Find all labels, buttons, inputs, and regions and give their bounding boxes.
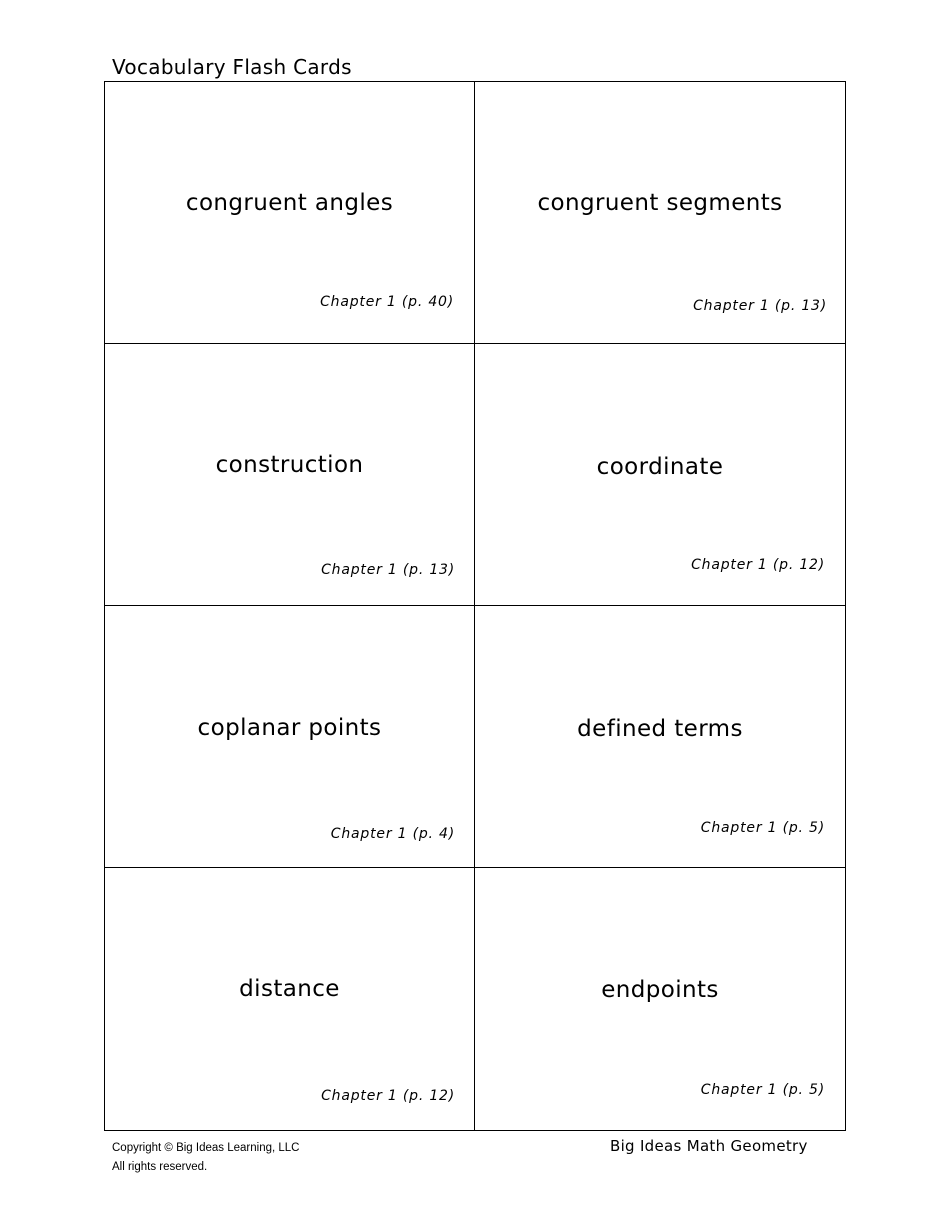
copyright-notice [112, 1139, 299, 1177]
flash-card [105, 606, 475, 868]
card-chapter-ref: Chapter 1 (p. 40) [320, 294, 454, 310]
card-term: congruent angles [185, 190, 394, 216]
card-term: coordinate [596, 454, 724, 480]
flash-card [475, 82, 845, 344]
card-chapter-ref: Chapter 1 (p. 4) [330, 826, 455, 842]
flash-card-grid [104, 81, 846, 1131]
card-chapter-ref: Chapter 1 (p. 12) [321, 1088, 455, 1104]
book-title: Big Ideas Math Geometry [610, 1137, 808, 1155]
card-chapter-ref: Chapter 1 (p. 13) [693, 298, 827, 314]
page-title: Vocabulary Flash Cards [112, 55, 352, 79]
card-term: coplanar points [197, 715, 382, 741]
flash-card [105, 344, 475, 606]
card-term: defined terms [577, 716, 743, 742]
copyright-line: Copyright © Big Ideas Learning, LLC [112, 1142, 300, 1154]
flash-card [475, 868, 845, 1130]
card-term: distance [239, 976, 340, 1002]
flash-card [475, 606, 845, 868]
card-chapter-ref: Chapter 1 (p. 5) [700, 1082, 825, 1098]
flash-card [475, 344, 845, 606]
card-term: endpoints [601, 977, 719, 1003]
card-term: congruent segments [537, 190, 783, 216]
card-chapter-ref: Chapter 1 (p. 5) [700, 820, 825, 836]
rights-line: All rights reserved. [112, 1161, 208, 1173]
flash-card [105, 868, 475, 1130]
card-chapter-ref: Chapter 1 (p. 12) [691, 557, 825, 573]
card-term: construction [215, 452, 364, 478]
flash-card [105, 82, 475, 344]
card-chapter-ref: Chapter 1 (p. 13) [321, 562, 455, 578]
